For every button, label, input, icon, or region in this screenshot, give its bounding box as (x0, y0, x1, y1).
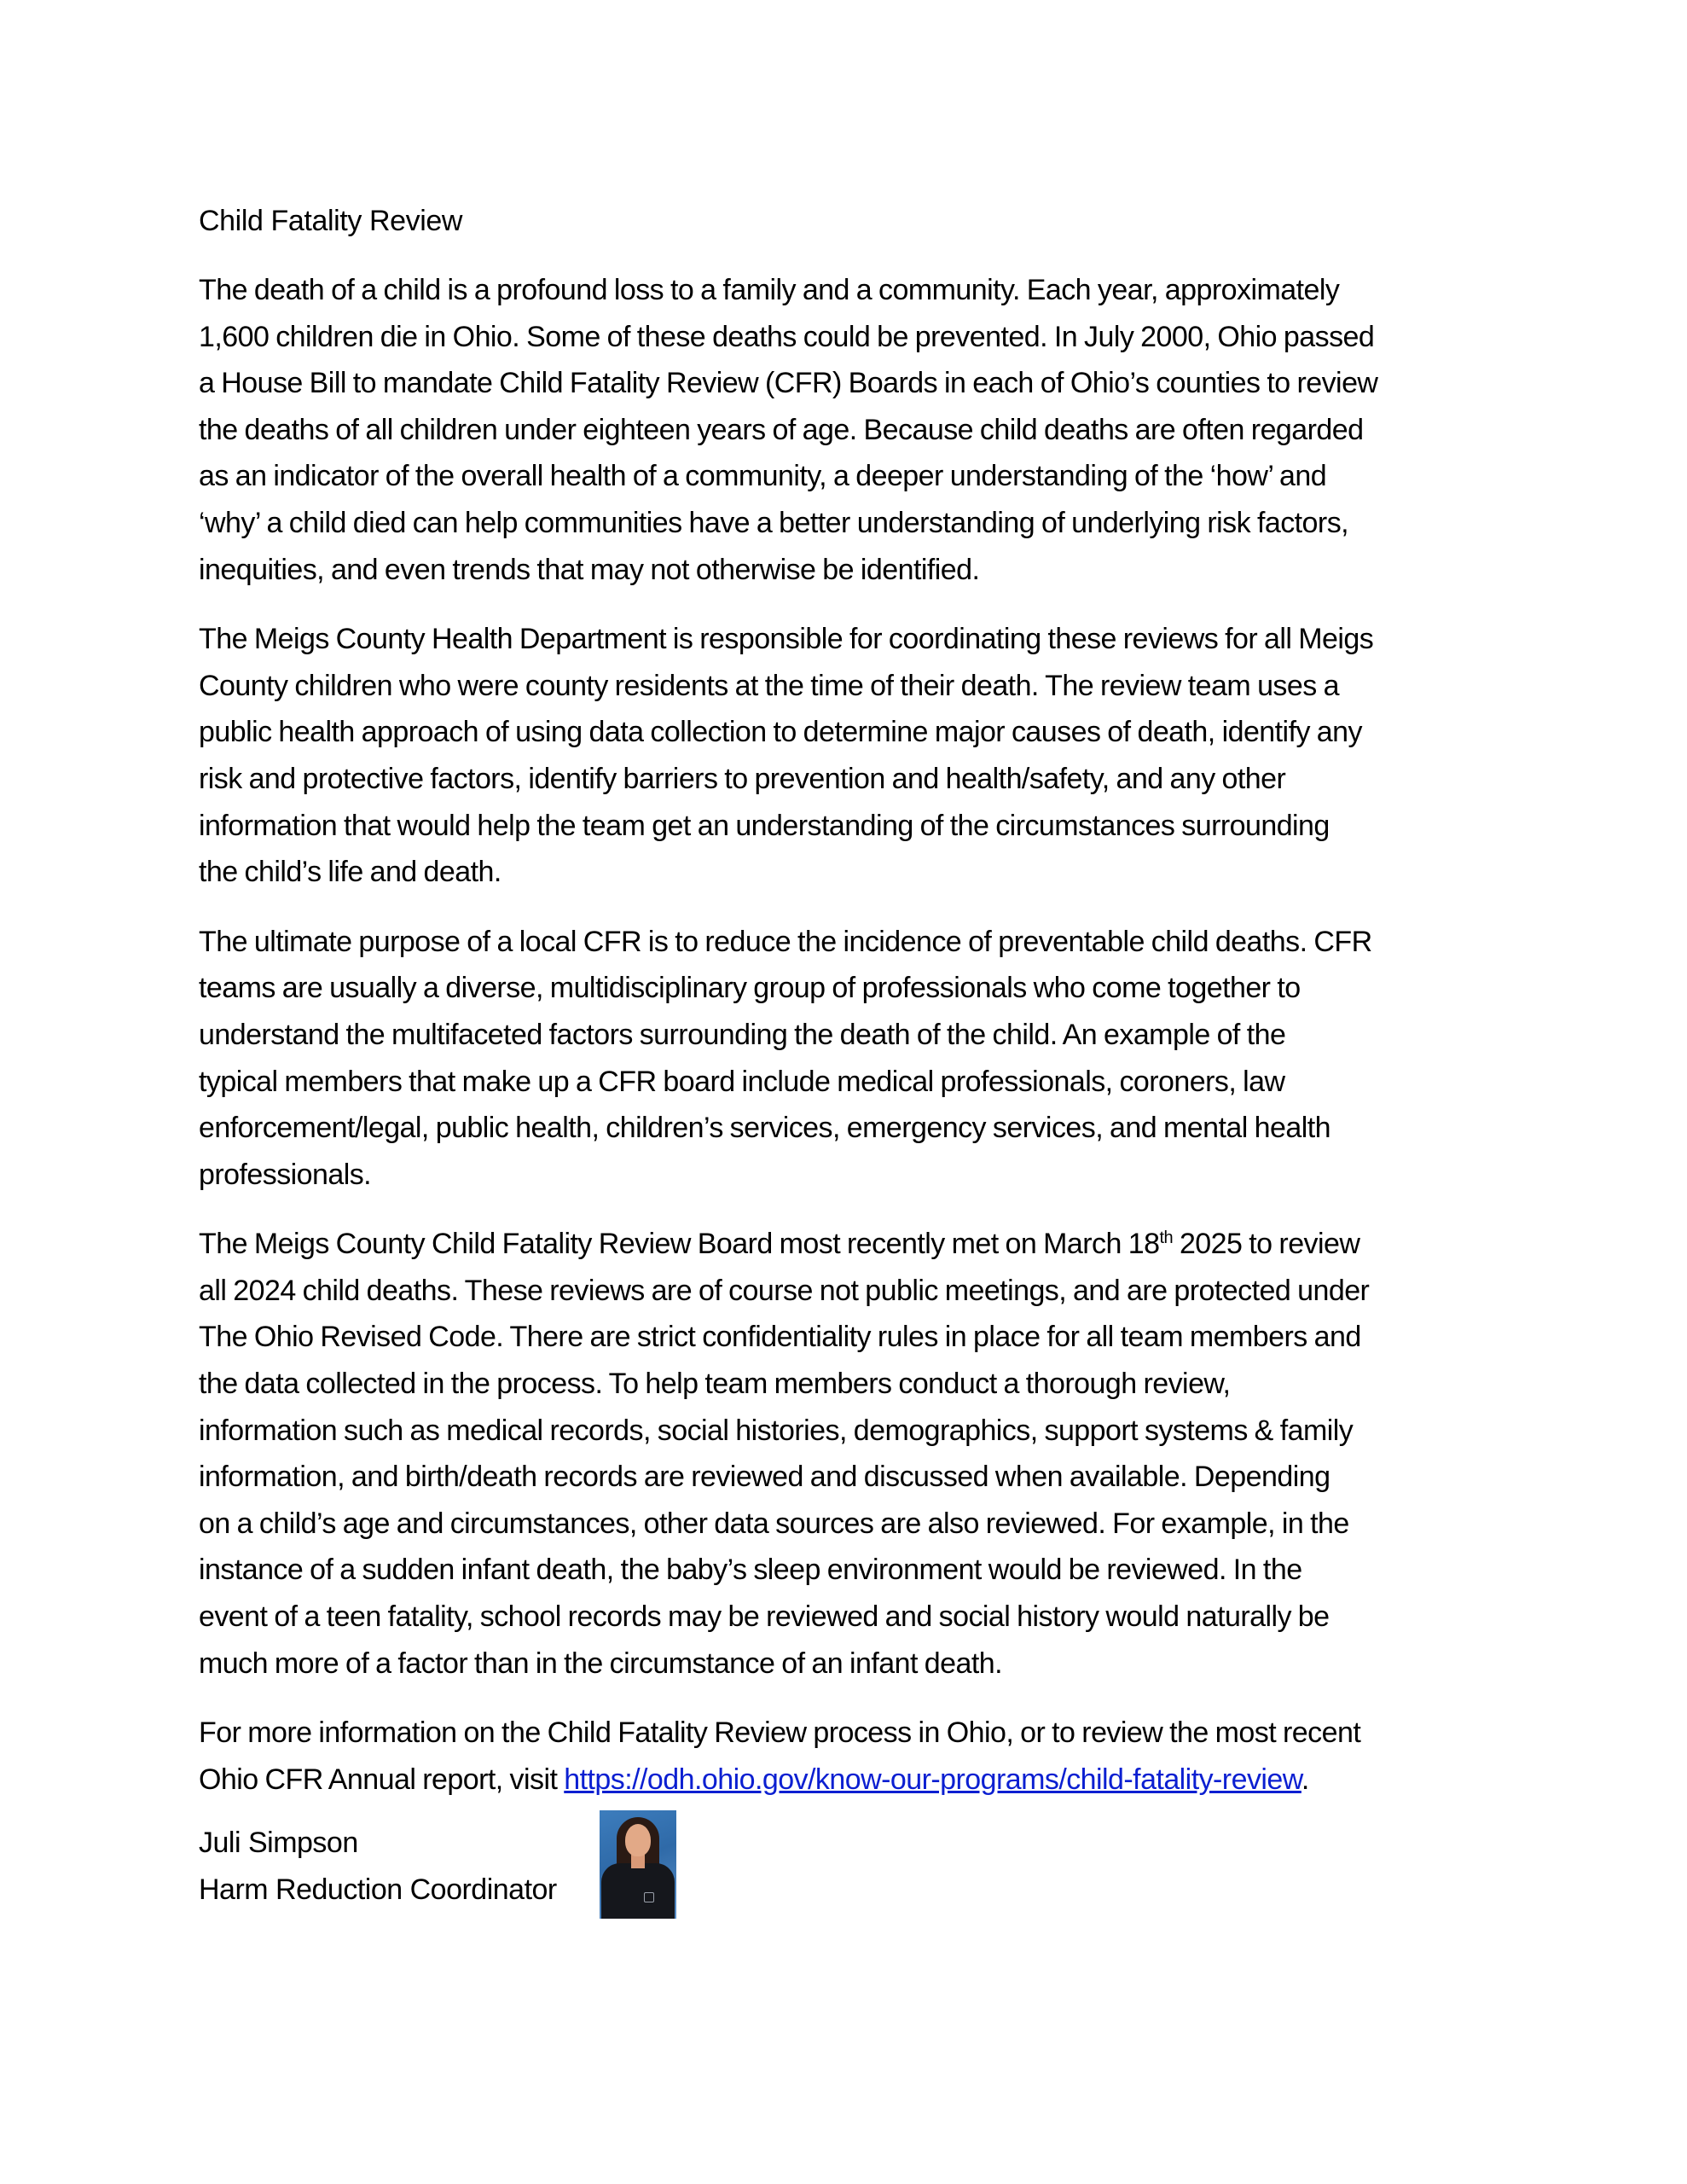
text-line: all 2024 child deaths. These reviews are of course not public meetings, and are protected under (199, 1274, 1370, 1307)
photo-neck (631, 1855, 645, 1868)
document-page (199, 198, 1512, 1931)
text-line: enforcement/legal, public health, children’s services, emergency services, and mental health (199, 1112, 1330, 1145)
text-line: inequities, and even trends that may not otherwise be identified. (199, 553, 980, 586)
shirt-logo-icon (644, 1892, 654, 1902)
text-line: information that would help the team get an understanding of the circumstances surrounding (199, 809, 1330, 842)
paragraph-board-meeting (199, 1221, 1512, 1687)
text-line: typical members that make up a CFR board include medical professionals, coroners, law (199, 1065, 1285, 1098)
signature-block (199, 1820, 1512, 1931)
photo-shirt (601, 1863, 675, 1919)
text-line: public health approach of using data collection to determine major causes of death, identify any (199, 716, 1362, 749)
paragraph-intro (199, 267, 1512, 593)
text-line: County children who were county residents at the time of their death. The review team uses a (199, 669, 1339, 702)
text-line: The Meigs County Health Department is responsible for coordinating these reviews for all Meigs (199, 623, 1374, 656)
text-segment: The Meigs County Child Fatality Review Board most recently met on March 18 (199, 1228, 1160, 1261)
text-segment: Ohio CFR Annual report, visit (199, 1763, 565, 1796)
text-line: The Ohio Revised Code. There are strict confidentiality rules in place for all team members and (199, 1321, 1361, 1354)
text-segment: . (1301, 1763, 1309, 1796)
portrait-photo (600, 1810, 676, 1919)
text-line: a House Bill to mandate Child Fatality Review (CFR) Boards in each of Ohio’s counties to review (199, 367, 1378, 400)
text-line: event of a teen fatality, school records may be reviewed and social history would naturally be (199, 1600, 1330, 1634)
text-line: risk and protective factors, identify barriers to prevention and health/safety, and any other (199, 762, 1286, 795)
text-line: as an indicator of the overall health of a community, a deeper understanding of the ‘how’ and (199, 460, 1327, 493)
text-line: on a child’s age and circumstances, other data sources are also reviewed. For example, in the (199, 1507, 1349, 1540)
document-title: Child Fatality Review (199, 205, 463, 237)
text-line (199, 1221, 1512, 1268)
text-line: much more of a factor than in the circumstance of an infant death. (199, 1647, 1003, 1680)
signature-name: Juli Simpson (199, 1827, 358, 1860)
text-line: the child’s life and death. (199, 856, 501, 889)
paragraph-more-info (199, 1710, 1512, 1803)
text-line: information such as medical records, social histories, demographics, support systems & family (199, 1414, 1354, 1447)
photo-face (625, 1824, 651, 1856)
text-line (199, 1757, 1512, 1804)
signature-role: Harm Reduction Coordinator (199, 1873, 557, 1906)
text-line: The death of a child is a profound loss to a family and a community. Each year, approximately (199, 274, 1340, 306)
paragraph-purpose (199, 919, 1512, 1199)
text-segment: 2025 to review (1173, 1228, 1360, 1261)
text-line: instance of a sudden infant death, the baby’s sleep environment would be reviewed. In the (199, 1554, 1302, 1587)
ordinal-suffix: th (1159, 1228, 1174, 1248)
text-line: 1,600 children die in Ohio. Some of these deaths could be prevented. In July 2000, Ohio passed (199, 320, 1375, 353)
text-line: the data collected in the process. To help team members conduct a thorough review, (199, 1368, 1231, 1401)
text-line: professionals. (199, 1158, 372, 1191)
text-line: information, and birth/death records are reviewed and discussed when available. Depending (199, 1461, 1330, 1494)
paragraph-health-department (199, 616, 1512, 896)
text-line: the deaths of all children under eighteen years of age. Because child deaths are often regarded (199, 413, 1364, 446)
text-line: teams are usually a diverse, multidisciplinary group of professionals who come together to (199, 972, 1301, 1005)
odh-cfr-link[interactable]: https://odh.ohio.gov/know-our-programs/child-fatality-review (564, 1763, 1301, 1796)
text-line: For more information on the Child Fatality Review process in Ohio, or to review the most recent (199, 1716, 1361, 1750)
text-line: The ultimate purpose of a local CFR is to reduce the incidence of preventable child deaths. CFR (199, 925, 1372, 958)
text-line: understand the multifaceted factors surrounding the death of the child. An example of the (199, 1018, 1286, 1051)
text-line: ‘why’ a child died can help communities have a better understanding of underlying risk factors, (199, 506, 1349, 539)
